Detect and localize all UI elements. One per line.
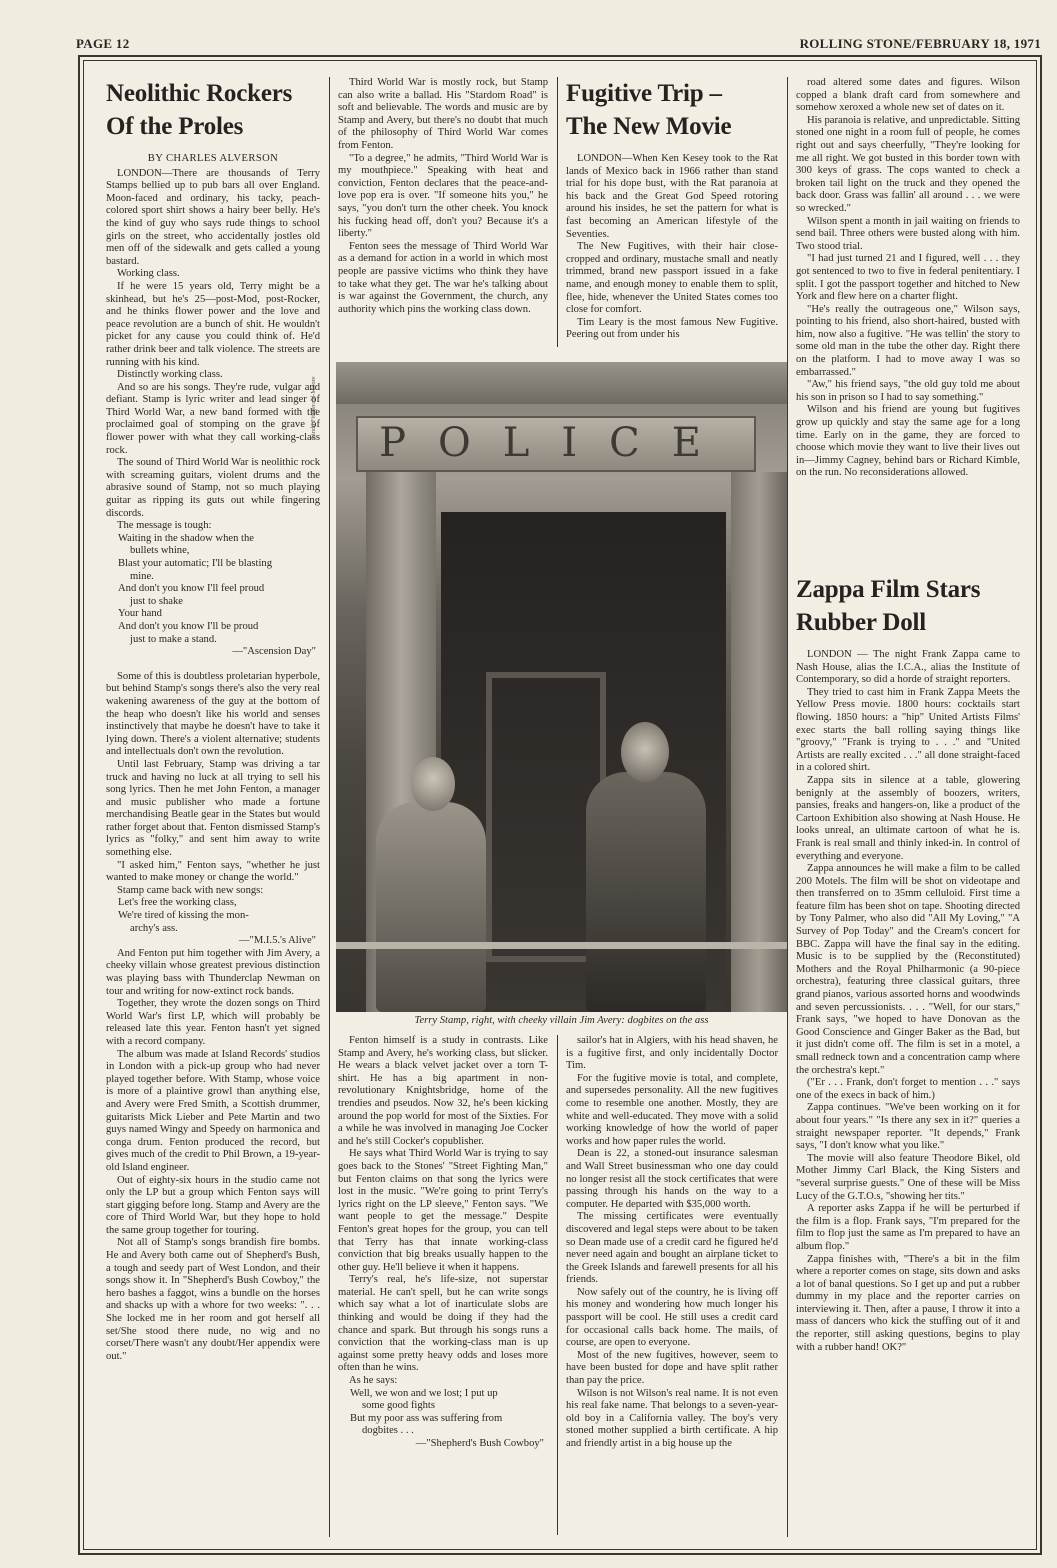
paragraphs: [796, 649, 1020, 1354]
paragraph: If he were 15 years old, Terry might be a skinhead, but he's 25—post-Mod, post-Rocker, and he thinks flower power and the love and peace revolution are a bunch of shit. He wouldn't picket for any cause you could think of. He'd rather drink beer and talk violence. The streets are running with his kind.: [106, 280, 320, 368]
lyric-attribution: —"M.I.5.'s Alive": [238, 935, 316, 947]
article-fugitive-col3-top: [566, 73, 778, 358]
paragraph: He says what Third World War is trying to say goes back to the Stones' "Street Fighting Man," but Fenton claims on that song the lyrics were lost in the music. "We're going to print Terry's lyrics right on the LP sleeve," Fenton says. "We want people to get the message." Despite Fenton's great hopes for the group, you can tell that Terry has that innate working-class conviction that big breaks usually happen to the other guy. He'll believe it when it happens.: [338, 1148, 548, 1273]
headline-line: Of the Proles: [106, 113, 244, 140]
paragraph: "To a degree," he admits, "Third World War is my mouthpiece." Speaking with heat and conviction, Fenton declares that the peace-and-love pop era is over. "If someone hits you," he says, "you don't turn the other cheek. You knock his fucking head off, don't you? Because it's a liberty.": [338, 152, 548, 240]
paragraph: Fenton sees the message of Third World War as a demand for action in a world in which most people are passive victims who think they have to take what they get. The war he's talking about is war against the Government, the church, any authority which pins the working class down.: [338, 240, 548, 315]
photo-figure-stamp: [586, 772, 706, 1012]
byline: BY CHARLES ALVERSON: [147, 153, 279, 164]
paragraph: Stamp came back with new songs:: [117, 884, 264, 896]
page-frame: [78, 55, 1042, 1555]
lyric-line: Your hand: [118, 608, 162, 620]
lyric-line: bullets whine,: [130, 545, 190, 557]
article-neolithic-col2-bottom: [338, 1035, 548, 1535]
lyric-verse: [106, 897, 320, 947]
article-zappa: [796, 569, 1020, 1539]
paragraphs: [566, 153, 778, 342]
paragraph: For the fugitive movie is total, and complete, and supersedes personality. All the new fugitives come to resemble one another. Mostly, they are white and well-educated. They move with a solid working knowledge of how the world of paper works and how paper rules the world.: [566, 1072, 778, 1147]
lyric-attribution: —"Shepherd's Bush Cowboy": [415, 1438, 544, 1449]
paragraph: "Aw," his friend says, "the old guy told me about his son in prison so I had to say something.": [796, 379, 1020, 403]
paragraphs: [106, 948, 320, 1364]
paragraph: Wilson and his friend are young but fugitives grow up quickly and stay the same age for a long time. Early on in the game, they are forced to choose which movie they want to live their lives out in—Jimmy Cagney, behind bars or Richard Kimble, on the run. No reconsiderations allowed.: [796, 404, 1020, 479]
lyric-line: And don't you know I'll be proud: [118, 620, 259, 632]
paragraph: LONDON — The night Frank Zappa came to Nash House, alias the I.C.A., alias the Institute of Contemporary, so did a horde of straight reporters.: [796, 649, 1020, 686]
paragraph: Most of the new fugitives, however, seem to have been busted for dope and have split rather than pay the price.: [566, 1349, 778, 1387]
headline-fugitive: [566, 77, 778, 143]
lyric-verse: [106, 533, 320, 659]
paragraphs: [566, 1035, 778, 1451]
paragraph: And so are his songs. They're rude, vulgar and defiant. Stamp is lyric writer and lead singer of Third World War, a new band formed with the proclaimed goal of stomping on the grave of flower power with what they call working-class rock.: [106, 381, 320, 456]
paragraph: Wilson is not Wilson's real name. It is not even his real fake name. That belongs to a seven-year-old boy in a California valley. The boy's very stoned mother supplied a birth certificate. A hip and friendly artist in a big house up the: [566, 1387, 778, 1449]
paragraph: "I had just turned 21 and I figured, well . . . they got sentenced to two to five in federal penitentiary. I split. I got the passport together and hitched to New York and flew here on a charter flight.: [796, 253, 1020, 303]
paragraph: The New Fugitives, with their hair close-cropped and ordinary, mustache small and neatly trimmed, brand new passport issued in a fake name, and enough money to enable them to split, flee, hide, whenever the United States comes too close for comfort.: [566, 241, 778, 316]
paragraph: Wilson spent a month in jail waiting on friends to send bail. Three others were busted along with him. Two stood trial.: [796, 215, 1020, 252]
headline-line: Neolithic Rockers: [106, 80, 293, 107]
paragraph: Zappa announces he will make a film to be called 200 Motels. The film will be shot on videotape and then transferred on to 35mm celluloid. First time a feature film has been shot on tape. Shooting directed by Tony Palmer, who also did "All My Loving," "A Survey of Pop Today" and the Cream's concert for BBC. Zappa will have the final say in the editing. Music is to be supplied by the (Reconstituted) Mothers and the Royal Philharmonic (a 90-piece orchestra), featuring three classical guitars, three grand pianos, various assorted horns and woodwinds and seven percussionists. . . . "Well, for our stars," Frank says, "we hoped to have Donovan as the Good Conscience and Ginger Baker as the Bad, but it just didn't come off. The film is set in a motel, a small redneck town and a concentration camp where the orchestra's kept.": [796, 863, 1020, 1076]
photo-railing: [336, 942, 787, 949]
paragraphs: [338, 77, 548, 316]
paragraphs: [106, 671, 320, 898]
paragraph: The album was made at Island Records' studios in London with a pick-up group who had never played together before. With Stamp, whose voice is more of a plaintive growl than anything else, and Avery were Fred Smith, a Scottish drummer, guitarists Mick Lieber and Pete Martin and two guys named Wingy and Speedy on harmonica and conga drum. Fenton produced the record, but gives much of the credit to Phil Brown, a 19-year-old Island engineer.: [106, 1048, 320, 1173]
paragraph: Until last February, Stamp was driving a tar truck and having no luck at all trying to sell his song lyrics. Then he met John Fenton, a manager and music publisher who made a fortune merchandising Beatle gear in the States but would rather forget about that. Fenton dismissed Stamp's lyrics as "folky," and sent him away to write something else.: [106, 758, 320, 859]
paragraph: Third World War is mostly rock, but Stamp can also write a ballad. His "Stardom Road" is soft and believable. The words and music are by Stamp and Avery, but there's no doubt that much of the philosophy of Third World War comes from Fenton.: [338, 77, 548, 151]
paragraphs: [796, 77, 1020, 480]
lyric-line: Waiting in the shadow when the: [118, 532, 254, 544]
page-number: PAGE 12: [76, 36, 130, 51]
article-fugitive-col3-bottom: [566, 1035, 778, 1535]
paragraph: And Fenton put him together with Jim Avery, a cheeky villain whose greatest previous distinction was playing bass with Thunderclap Newman on tour and writing for now-extinct rock bands.: [106, 947, 320, 997]
photo-figure-head: [411, 757, 455, 811]
photo-pillar: [731, 472, 787, 1012]
paragraphs: [106, 168, 320, 533]
paragraph: "He's really the outrageous one," Wilson says, pointing to his friend, also short-haired, busted with him, now also a fugitive. "He was tellin' the story to some old man in the tube the other day. Right there on the platform. I had to move away I was so embarrassed.": [796, 303, 1020, 378]
lyric-line: Blast your automatic; I'll be blasting: [118, 558, 273, 569]
paragraphs: [338, 1035, 548, 1388]
headline-line: Rubber Doll: [796, 609, 927, 636]
paragraph: Tim Leary is the most famous New Fugitive. Peering out from under his: [566, 316, 778, 341]
lyric-line: mine.: [130, 570, 154, 582]
photo-caption: Terry Stamp, right, with cheeky villain Jim Avery: dogbites on the ass: [414, 1015, 709, 1026]
paragraph: Zappa continues. "We've been working on it for about four years." "Is there any sex in it?" queries a straight newspaper reporter. "It depends," Frank says, "I don't know what you like.": [796, 1102, 1020, 1152]
paragraph: The sound of Third World War is neolithic rock with screaming guitars, violent drums and the abrasive sound of Stamp, not so much playing guitar as ripping its guts out while fingering discords.: [106, 457, 320, 519]
paragraph: Zappa sits in silence at a table, glowering benignly at the assembly of boozers, writers, pansies, freaks and hangers-on, like a product of the Cartoon Exhibition also showing at Nash House. He looks unreal, an ultimate cartoon of what he is. Frank is real small and thinly inked-in. In control of everything and everyone.: [796, 774, 1020, 862]
column-rule: [557, 77, 558, 347]
paragraph: ("Er . . . Frank, don't forget to mention . . ." says one of the execs in back of him.): [796, 1077, 1020, 1101]
paragraph: LONDON—When Ken Kesey took to the Rat lands of Mexico back in 1966 rather than stand trial for his dope bust, with the Rat paranoia at his back and the Great God Speed rotoring around his insides, he set the pattern for what is fast becoming an American lifestyle of the Seventies.: [566, 153, 778, 240]
paragraph: They tried to cast him in Frank Zappa Meets the Yellow Press movie. 1800 hours: cocktails start flowing. 1850 hours: a "hip" United Artists Films' exec starts the ball rolling saying things like "groovy," "Frank is trying to . . ." and "United Artists are really excited . . ." all done straight-faced in a colored shirt.: [796, 686, 1020, 774]
police-sign-text: POLICE: [379, 420, 733, 466]
paragraph: As he says:: [349, 1375, 398, 1387]
lyric-attribution: —"Ascension Day": [232, 646, 316, 658]
lyric-line: But my poor ass was suffering from: [350, 1412, 503, 1424]
page-header: [0, 0, 1057, 55]
lyric-line: Well, we won and we lost; I put up: [350, 1387, 498, 1399]
paragraph: The missing certificates were eventually discovered and legal steps were about to be taken so Dean made use of a credit card he figured he'd never need again and bought an airplane ticket to the Greek Islands and farewell presents for all his friends.: [566, 1211, 778, 1286]
paragraph: Zappa finishes with, "There's a bit in the film where a reporter comes on stage, sits down and asks a lot of banal questions. So I get up and put a rubber dummy in my place and the reporter carries on interviewing it. Then, after a pause, I throw it into a mass of dancers who kick the stuffing out of it and the reporter, still asking questions, begins to play with a rubber hand! OK?": [796, 1253, 1020, 1353]
police-station-photo: [336, 362, 787, 1012]
masthead-date: ROLLING STONE/FEBRUARY 18, 1971: [799, 36, 1041, 51]
photo-credit: Linda Fitzgerald-Moore: [310, 376, 317, 439]
paragraph: LONDON—There are thousands of Terry Stamps bellied up to pub bars all over England. Moon-faced and ordinary, his tacky, peach-colored sport shirt shows a hairy beer belly. He's the kind of guy who says rude things to school girls on the street, who accidentally jostles old men off of the sidewalk and gets called a young bastard.: [106, 167, 320, 267]
paragraph: The movie will also feature Theodore Bikel, old Mother Jimmy Carl Black, the King Sisters and "several surprise guests." One of these will be Miss Lucy of the G.T.O.s, "showing her tits.": [796, 1152, 1020, 1202]
paragraph: Fenton himself is a study in contrasts. Like Stamp and Avery, he's working class, but slicker. He wears a black velvet jacket over a torn T-shirt. He has a big apartment in non-revolutionary Knightsbridge, home of the trendies and pseudos. Now 32, he's been kicking around the pop world for most of the Sixties. For a while he was involved in managing Joe Cocker and he's still Cocker's copublisher.: [338, 1035, 548, 1147]
paragraph: The message is tough:: [117, 520, 212, 532]
paragraph: His paranoia is relative, and unpredictable. Sitting stoned one night in a room full of people, he comes right out and says cheerfully, "They're looking for me all right. We got busted in this border town with 300 keys of grass. The cops wanted to check a broken tail light on the truck and they opened the back door. Grass was fallin' all around . . . we were so wrecked.": [796, 114, 1020, 214]
photo-figure-avery: [376, 802, 486, 1012]
column-rule: [787, 77, 788, 1537]
paragraph: road altered some dates and figures. Wilson copped a blank draft card from somewhere and somehow xeroxed a whole new set of dates on it.: [796, 77, 1020, 114]
photo-figure-head: [621, 722, 669, 782]
paragraph: Distinctly working class.: [117, 369, 223, 381]
paragraph: sailor's hat in Algiers, with his head shaven, he is a fugitive first, and only incidentally Doctor Tim.: [566, 1035, 778, 1072]
lyric-line: dogbites . . .: [362, 1425, 414, 1437]
paragraph: Terry's real, he's life-size, not superstar material. He can't spell, but he can write songs which say what a lot of inarticulate slobs are thinking and would be doing if they had the chance and spark. But through his songs runs a conviction that the working-class man is up against some pretty heavy odds and loses more often than he wins.: [338, 1274, 548, 1374]
paragraph: A reporter asks Zappa if he will be perturbed if the film is a flop. Frank says, "I'm prepared for the film to flop just the same as I'm prepared to have an album flop.": [796, 1203, 1020, 1252]
headline-line: The New Movie: [566, 113, 732, 140]
paragraph: Together, they wrote the dozen songs on Third World War's first LP, which will probably be released late this year. Fenton hasn't yet signed with a record company.: [106, 998, 320, 1047]
paragraph: Working class.: [117, 268, 180, 280]
lyric-line: just to make a stand.: [130, 633, 217, 645]
lyric-line: just to shake: [130, 595, 183, 607]
lyric-line: archy's ass.: [130, 922, 178, 934]
article-fugitive-col4: [796, 77, 1020, 572]
headline-zappa: [796, 573, 1020, 639]
photo-cornice: [336, 362, 787, 404]
headline-line: Zappa Film Stars: [796, 576, 981, 603]
paragraph: Now safely out of the country, he is living off his money and wondering how much longer his passport will be cool. He still uses a credit card for occasional calls back home. The mails, of course, are open to everyone.: [566, 1286, 778, 1349]
column-rule: [557, 1035, 558, 1535]
lyric-line: Let's free the working class,: [118, 897, 237, 909]
lyric-line: And don't you know I'll feel proud: [118, 583, 265, 595]
paragraph: "I asked him," Fenton says, "whether he just wanted to make money or change the world.": [106, 859, 320, 884]
lyric-line: some good fights: [362, 1400, 435, 1412]
lyric-verse: [338, 1388, 548, 1451]
paragraph: Dean is 22, a stoned-out insurance salesman and Wall Street businessman who one day could no longer resist all the stock certificates that were passing through his hands on the way to a computer. He departed with $35,000 worth.: [566, 1148, 778, 1210]
paragraph: Out of eighty-six hours in the studio came not only the LP but a group which Fenton says will start gigging before long. Stamp and Avery are the core of Third World War, but they hope to hold the same group together for touring.: [106, 1174, 320, 1236]
lyric-line: We're tired of kissing the mon-: [118, 910, 249, 922]
paragraph: Some of this is doubtless proletarian hyperbole, but behind Stamp's songs there's also the very real wakening awareness of the guy at the bottom of the heap who doesn't like his world and senses instinctively that maybe he doesn't have to take it lying down. There's a violent alternative; students and intellectuals don't own the revolution.: [106, 670, 320, 758]
headline-neolithic: [106, 77, 320, 143]
headline-line: Fugitive Trip –: [566, 80, 722, 107]
paragraph: Not all of Stamp's songs brandish fire bombs. He and Avery both came out of Shepherd's Bush, a tough and seedy part of West London, and their songs show it. In "Shepherd's Bush Cowboy," the hero bashes a faggot, wins a bundle on the horses and shacks up with a whore for two weeks: ". . . She locked me in her room and got herself all set/She stood there nude, no wig and no corset/There wasn't any doubt/Her appendix were out.": [106, 1237, 320, 1362]
article-neolithic-col2-top: [338, 77, 548, 347]
article-neolithic-col1: [106, 73, 320, 1543]
column-rule: [329, 77, 330, 1537]
